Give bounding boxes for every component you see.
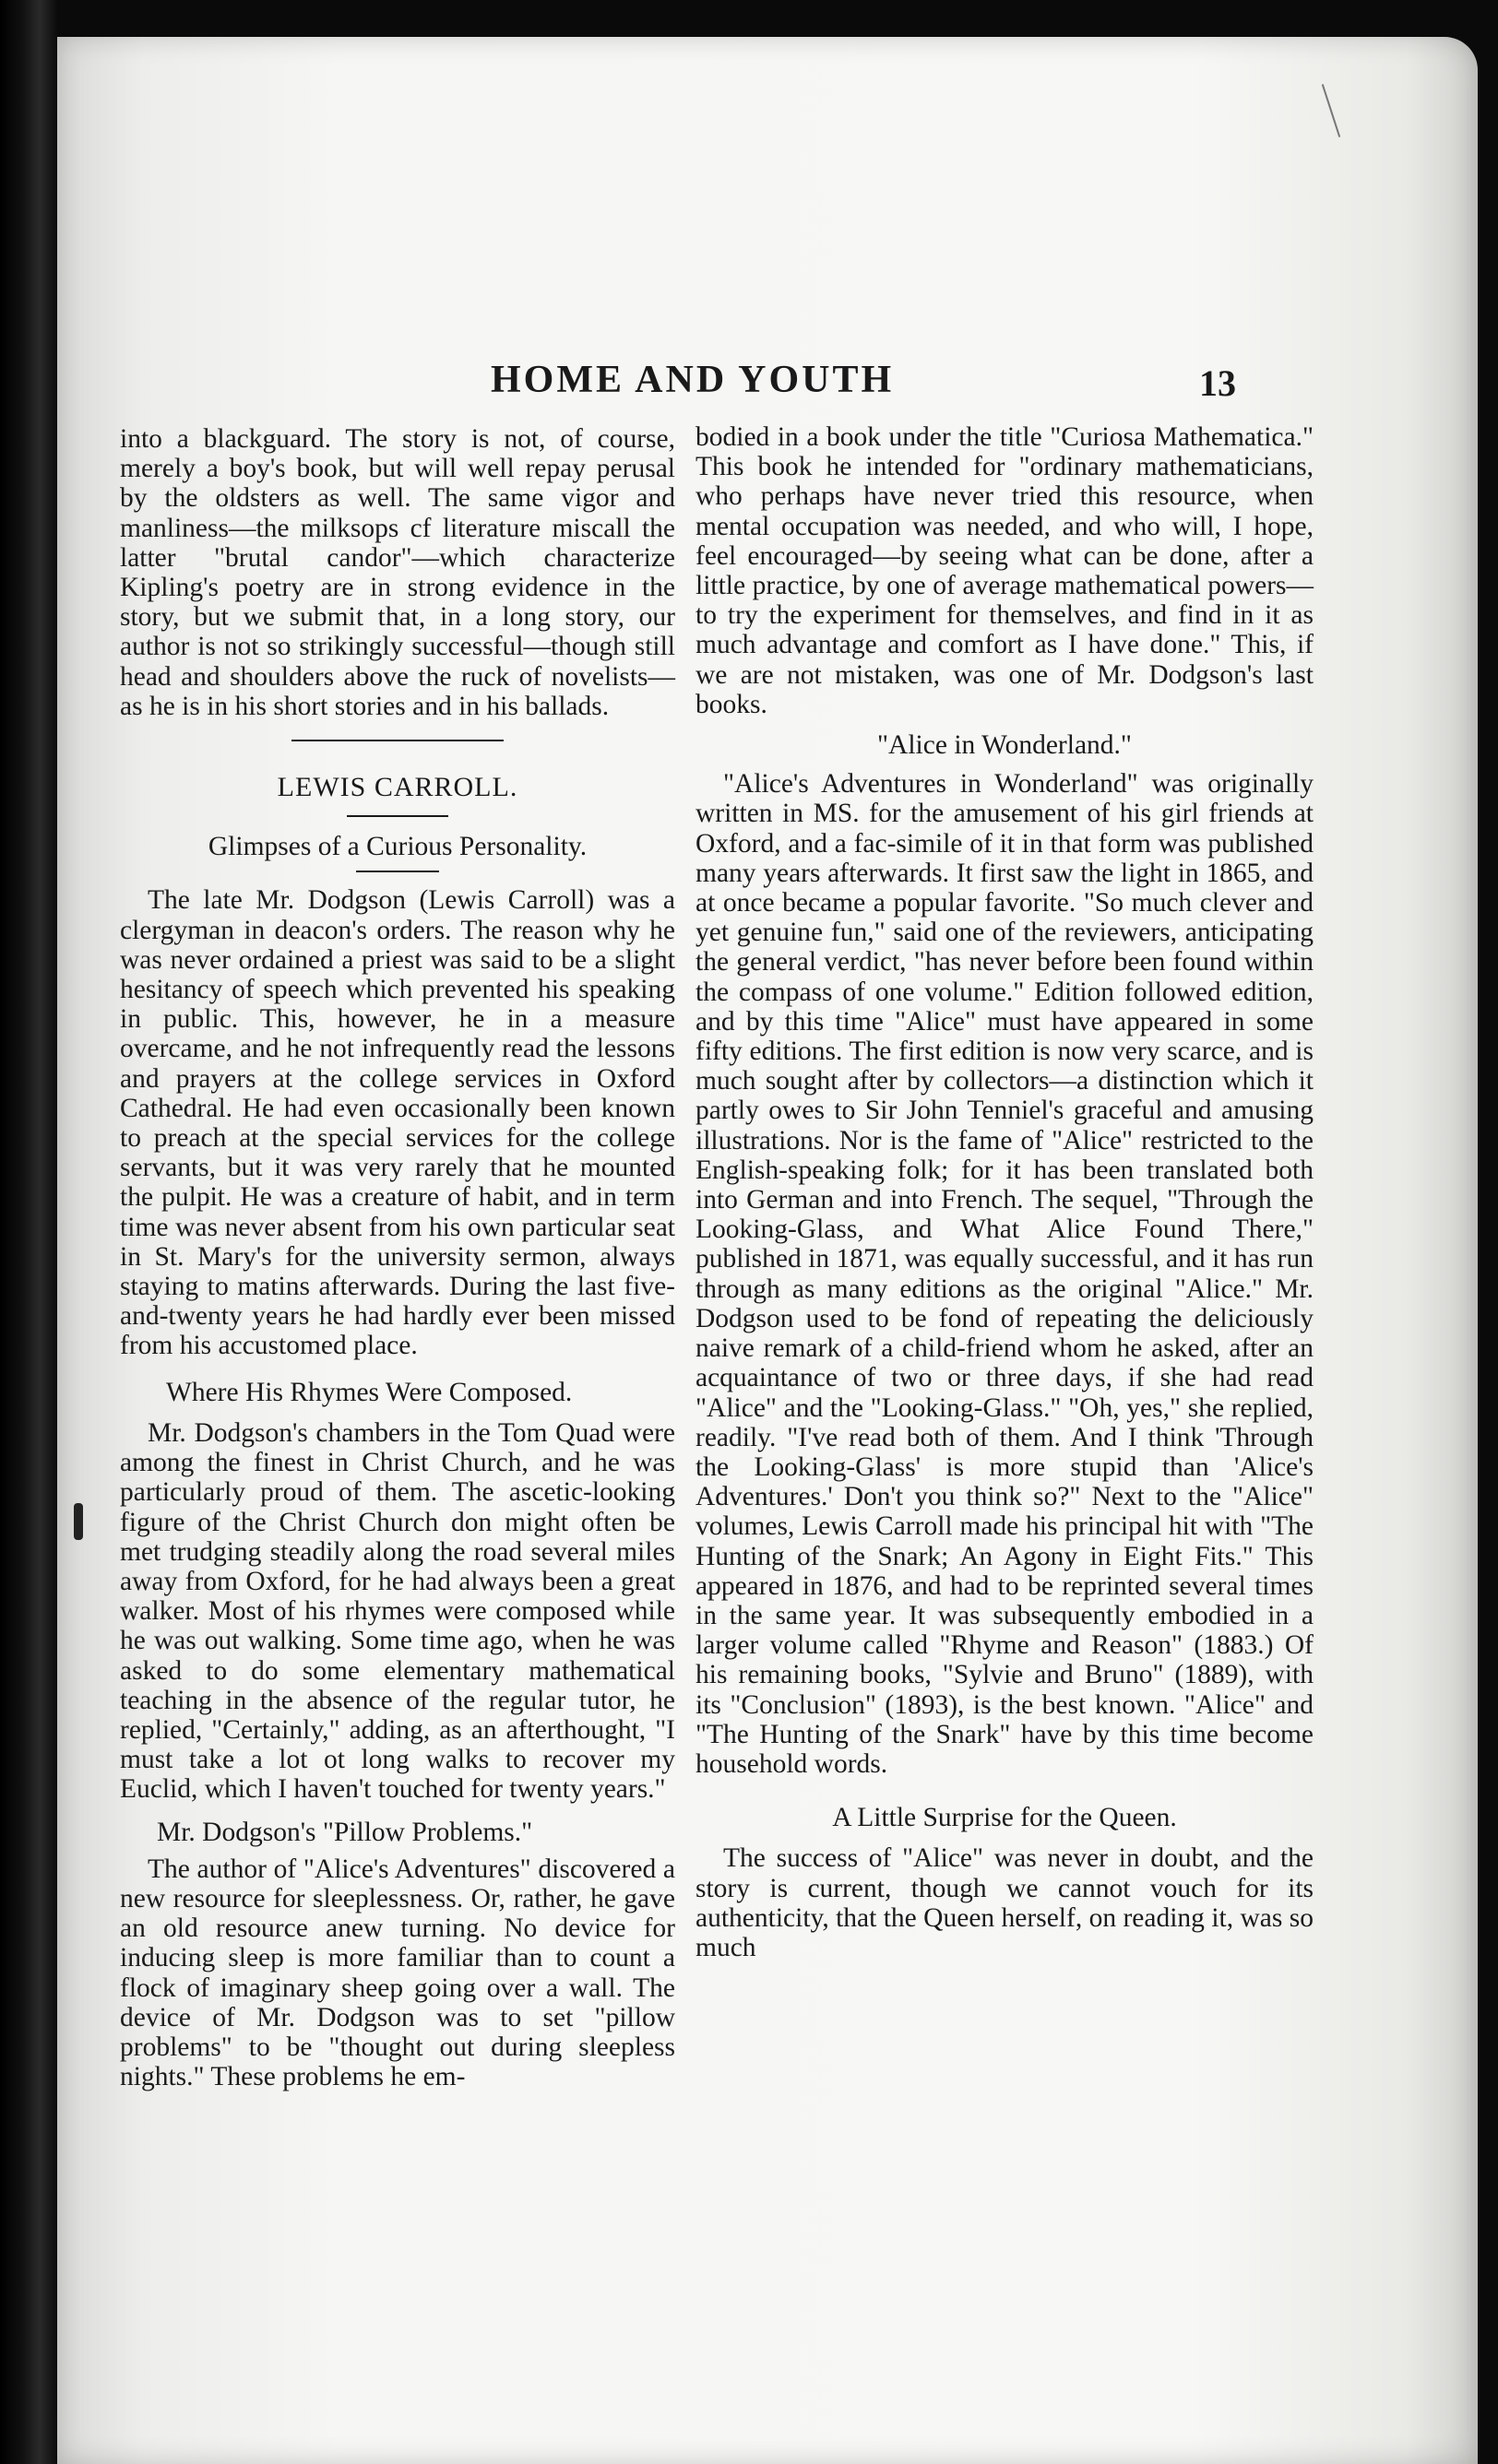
body-paragraph: Mr. Dodgson's chambers in the Tom Quad were among the finest in Christ Church, and he was particularly proud of them. The ascetic-looking figure of the Christ Church don might often be met trudging steadily along the road several miles away from Oxford, for he had always been a great walker. Most of his rhymes were composed while he was out walking. Some time ago, when he was asked to do some elementary mathematical teaching in the absence of the regular tutor, he replied, "Certainly," adding, as an afterthought, "I must take a lot ot long walks to recover my Euclid, which I haven't touched for twenty years." bbox=[120, 1417, 675, 1805]
body-paragraph: bodied in a book under the title "Curiosa Mathematica." This book he intended for "ordinary mathematicians, who perhaps have never tried this resource, when mental occupation was needed, and who will, I hope, feel encouraged—by seeing what can be done, after a little practice, by one of average mathematical powers—to try the experiment for themselves, and find in it as much advantage and comfort as I have done." This, if we are not mistaken, was one of Mr. Dodgson's last books. bbox=[696, 422, 1314, 719]
binding-mark bbox=[74, 1503, 83, 1540]
left-column bbox=[120, 424, 675, 2091]
body-paragraph: The author of "Alice's Adventures" discovered a new resource for sleeplessness. Or, rather, he gave an old resource anew turning. No device for inducing sleep is more familiar than to count a flock of imaginary sheep going over a wall. The device of Mr. Dodgson was to set "pillow problems" to be "thought out during sleepless nights." These problems he em- bbox=[120, 1854, 675, 2092]
article-subtitle: Glimpses of a Curious Personality. bbox=[208, 832, 588, 862]
subtitle-underline bbox=[356, 871, 439, 872]
right-column bbox=[696, 422, 1314, 1962]
book-gutter bbox=[0, 0, 57, 2464]
title-underline bbox=[347, 815, 448, 817]
scratch-mark bbox=[1322, 84, 1340, 137]
running-head: HOME AND YOUTH bbox=[491, 359, 895, 401]
intro-paragraph: into a blackguard. The story is not, of course, merely a boy's book, but will well repay perusal by the oldsters as well. The same vigor and manliness—the milksops cf literature miscall the latter "brutal candor"—which characterize Kipling's poetry are in strong evidence in the story, but we submit that, in a long story, our author is not so strikingly successful—though still head and shoulders above the ruck of novelists—as he is in his short stories and in his ballads. bbox=[120, 424, 675, 721]
article-title: LEWIS CARROLL. bbox=[277, 772, 518, 803]
body-paragraph: "Alice's Adventures in Wonderland" was originally written in MS. for the amusement of his girl friends at Oxford, and a fac-simile of it in that form was published many years afterwards. It first saw the light in 1865, and at once became a popular favorite. "So much clever and yet genuine fun," said one of the reviewers, anticipating the general verdict, "has never before been found within the compass of one volume." Edition followed edition, and by this time "Alice" must have appeared in some fifty editions. The first edition is now very scarce, and is much sought after by collectors—a distinction which it partly owes to Sir John Tenniel's graceful and amusing illustrations. Nor is the fame of "Alice" restricted to the English-speaking folk; for it has been translated both into German and into French. The sequel, "Through the Looking-Glass, and What Alice Found There," published in 1871, was equally successful, and it has run through as many editions as the original "Alice." Mr. Dodgson used to be fond of repeating the deliciously naive remark of a child-friend whom he asked, after an acquaintance of two or three days, if she had read "Alice" and the "Looking-Glass." "Oh, yes," she replied, readily. "I've read both of them. And I think 'Through the Looking-Glass' is more stupid than 'Alice's Adventures.' Don't you think so?" Next to the "Alice" volumes, Lewis Carroll made his principal hit with "The Hunting of the Snark; An Agony in Eight Fits." This appeared in 1876, and had to be reprinted several times in the same year. It was subsequently embodied in a larger volume called "Rhyme and Reason" (1883.) Of his remaining books, "Sylvie and Bruno" (1889), with its "Conclusion" (1893), is the best known. "Alice" and "The Hunting of the Snark" have by this time become household words. bbox=[696, 769, 1314, 1779]
section-heading: "Alice in Wonderland." bbox=[877, 730, 1132, 761]
section-heading: A Little Surprise for the Queen. bbox=[832, 1803, 1177, 1833]
section-divider bbox=[291, 740, 504, 741]
section-heading: Mr. Dodgson's "Pillow Problems." bbox=[157, 1817, 533, 1847]
page-number: 13 bbox=[1199, 362, 1236, 404]
body-paragraph: The success of "Alice" was never in doubt, and the story is current, though we cannot vouch for its authenticity, that the Queen herself, on reading it, was so much bbox=[696, 1843, 1314, 1962]
magazine-page bbox=[57, 37, 1478, 2464]
page-header bbox=[57, 358, 1478, 413]
section-heading: Where His Rhymes Were Composed. bbox=[166, 1377, 573, 1407]
body-paragraph: The late Mr. Dodgson (Lewis Carroll) was a clergyman in deacon's orders. The reason why he was never ordained a priest was said to be a slight hesitancy of speech which prevented his speaking in public. This, however, he in a measure overcame, and he not infrequently read the lessons and prayers at the college services in Oxford Cathedral. He had even occasionally been known to preach at the special services for the college servants, but it was very rarely that he mounted the pulpit. He was a creature of habit, and in term time was never absent from his own particular seat in St. Mary's for the university sermon, always staying to matins afterwards. During the last five-and-twenty years he had hardly ever been missed from his accustomed place. bbox=[120, 885, 675, 1361]
